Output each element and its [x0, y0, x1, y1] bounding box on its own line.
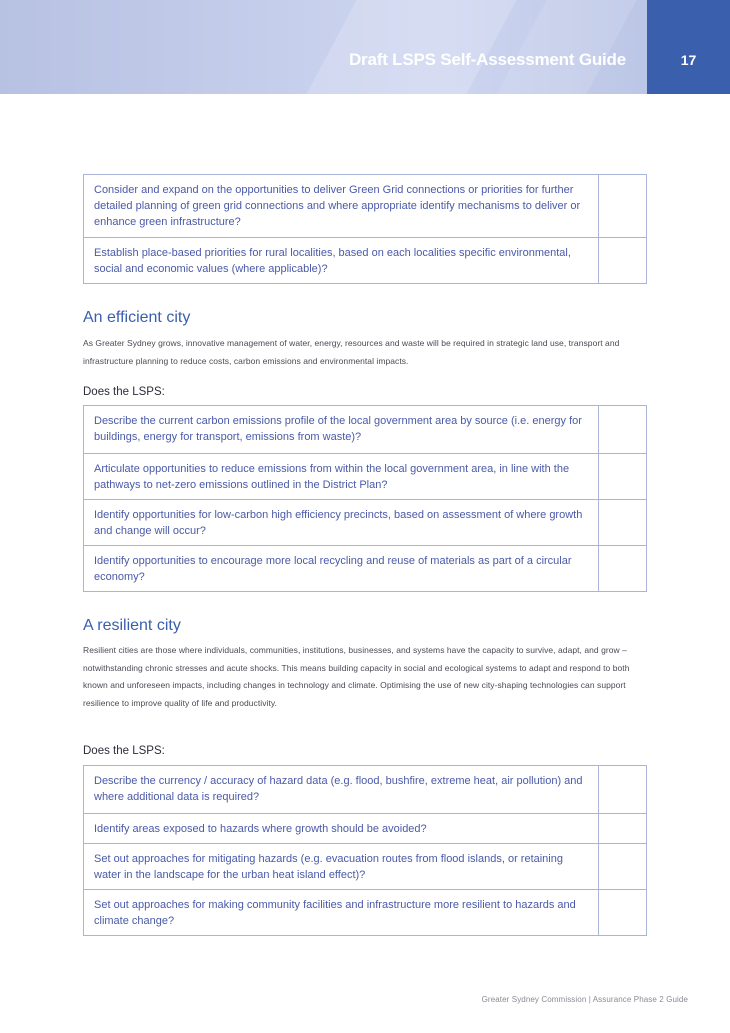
table-cell-question: Describe the current carbon emissions profile of the local government area by source (i.e. energy for buildings, energy for transport, emissions from waste)?: [84, 406, 599, 453]
table-cell-checkbox[interactable]: [599, 890, 646, 935]
header-decoration: [293, 0, 527, 94]
table-cell-checkbox[interactable]: [599, 454, 646, 499]
table-cell-checkbox[interactable]: [599, 844, 646, 889]
page-number: 17: [680, 52, 697, 68]
table-cell-question: Set out approaches for mitigating hazards (e.g. evacuation routes from flood islands, or retaining water in the landscape for the urban heat island effect)?: [84, 844, 599, 889]
table-cell-question: Describe the currency / accuracy of hazard data (e.g. flood, bushfire, extreme heat, air pollution) and where additional data is required?: [84, 766, 599, 813]
table-cell-checkbox[interactable]: [599, 406, 646, 453]
table-row: [84, 843, 646, 889]
table-row: [84, 545, 646, 591]
subheading-does-the-lsps: Does the LSPS:: [83, 386, 165, 398]
table-cell-question: Identify areas exposed to hazards where growth should be avoided?: [84, 814, 599, 843]
table-row: [84, 406, 646, 453]
page-number-box: [647, 0, 730, 94]
table-row: [84, 813, 646, 843]
table-cell-question: Set out approaches for making community facilities and infrastructure more resilient to hazards and climate change?: [84, 890, 599, 935]
table-cell-checkbox[interactable]: [599, 766, 646, 813]
section-heading-efficient: An efficient city: [83, 309, 191, 326]
table-cell-question: Identify opportunities to encourage more local recycling and reuse of materials as part of a circular economy?: [84, 546, 599, 591]
table-cell-question: Establish place-based priorities for rural localities, based on each localities specific environmental, social and economic values (where applicable)?: [84, 238, 599, 283]
subheading-does-the-lsps: Does the LSPS:: [83, 745, 165, 757]
table-row: [84, 766, 646, 813]
table-row: [84, 889, 646, 935]
green-grid-table: [83, 174, 647, 284]
page-footer: Greater Sydney Commission | Assurance Phase 2 Guide: [481, 995, 688, 1004]
table-row: [84, 237, 646, 283]
table-cell-checkbox[interactable]: [599, 175, 646, 237]
document-title: Draft LSPS Self-Assessment Guide: [348, 50, 626, 69]
table-cell-checkbox[interactable]: [599, 814, 646, 843]
table-cell-question: Identify opportunities for low-carbon high efficiency precincts, based on assessment of where growth and change will occur?: [84, 500, 599, 545]
table-row: [84, 499, 646, 545]
table-cell-checkbox[interactable]: [599, 546, 646, 591]
table-cell-checkbox[interactable]: [599, 500, 646, 545]
table-cell-question: Consider and expand on the opportunities to deliver Green Grid connections or priorities for further detailed planning of green grid connections and where appropriate identify mechanisms to deliver or enhance green infrastructure?: [84, 175, 599, 237]
table-row: [84, 175, 646, 237]
resilient-city-table: [83, 765, 647, 936]
efficient-city-table: [83, 405, 647, 592]
table-row: [84, 453, 646, 499]
page-header: [0, 0, 730, 94]
section-paragraph-resilient: Resilient cities are those where individuals, communities, institutions, businesses, and systems have the capacity to survive, adapt, and grow – notwithstanding chronic stresses and acute shocks. This means building capacity in social and ecological systems to adapt and respond to both known and unforeseen impacts, including changes in technology and climate. Optimising the use of new city-shaping technologies can support resilience to improve quality of life and productivity.: [83, 645, 630, 708]
table-cell-checkbox[interactable]: [599, 238, 646, 283]
section-paragraph-efficient: As Greater Sydney grows, innovative management of water, energy, resources and waste will be required in strategic land use, transport and infrastructure planning to reduce costs, carbon emissions and environmental impacts.: [83, 338, 620, 366]
section-heading-resilient: A resilient city: [83, 617, 181, 634]
table-cell-question: Articulate opportunities to reduce emissions from within the local government area, in line with the pathways to net-zero emissions outlined in the District Plan?: [84, 454, 599, 499]
